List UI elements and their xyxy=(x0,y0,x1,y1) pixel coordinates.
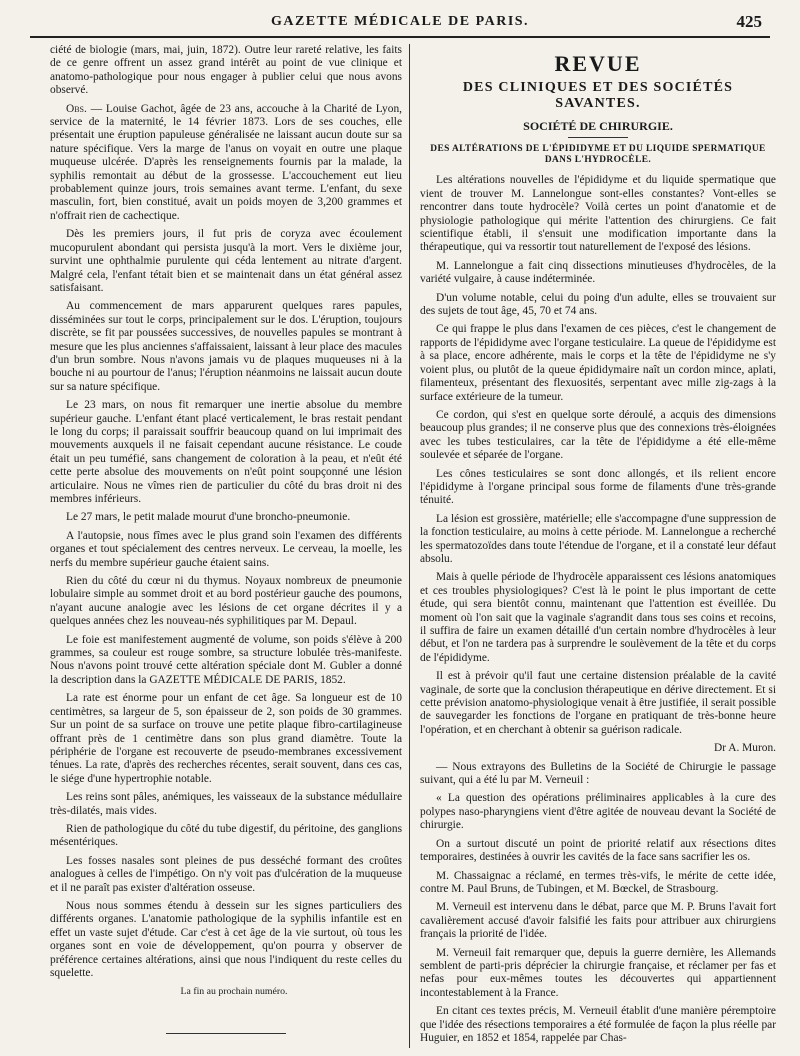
paragraph: « La question des opérations préliminaires applicables à la cure des polypes naso-pharyngiens vient d'être agitée de nouveau devant la Société de chirurgie. xyxy=(420,792,776,832)
article-title: DES ALTÉRATIONS DE L'ÉPIDIDYME ET DU LIQUIDE SPERMATIQUE DANS L'HYDROCÈLE. xyxy=(430,144,766,166)
paragraph: Rien du côté du cœur ni du thymus. Noyaux nombreux de pneumonie lobulaire simple au sommet droit et au bord postérieur gauche des poumons, n'ayant aucune analogie avec les lésions de cet organe décrites il y a quelques années chez les nouveau-nés syphilitiques par M. Depaul. xyxy=(50,575,402,628)
paragraph: M. Verneuil fait remarquer que, depuis la guerre dernière, les Allemands semblent de parti-pris déprécier la chirurgie française, et réclamer per fas et nefas pour eux-mêmes toutes les découvertes qui appartiennent incontestablement à la France. xyxy=(420,946,776,999)
paragraph: — Nous extrayons des Bulletins de la Société de Chirurgie le passage suivant, qui a été lu par M. Verneuil : xyxy=(420,760,776,787)
paragraph: Les cônes testiculaires se sont donc allongés, et ils relient encore l'épididyme à l'organe principal sous forme de filaments d'une très-grande ténuité. xyxy=(420,467,776,507)
paragraph: Il est à prévoir qu'il faut une certaine distension préalable de la cavité vaginale, de sorte que la conclusion thérapeutique en dérive directement. Et si cette prévision anatomo-physiologique venait à être justifiée, il serait possible de sauvegarder les fonctions de l'organe en pratiquant de très-bonne heure l'opération, et en cherchant à obtenir sa guérison radicale. xyxy=(420,670,776,736)
paragraph: Les fosses nasales sont pleines de pus desséché formant des croûtes analogues à celles de l'impétigo. On n'y voit pas d'ulcération de la muqueuse et il ne paraît pas exister d'altération osseuse. xyxy=(50,854,402,894)
paragraph: A l'autopsie, nous fîmes avec le plus grand soin l'examen des différents organes et tout spécialement des centres nerveux. Le cerveau, la moelle, les nerfs du membre supérieur gauche étaient sains. xyxy=(50,529,402,569)
paragraph: Nous nous sommes étendu à dessein sur les signes particuliers des différents organes. L'anatomie pathologique de la syphilis infantile est en effet un vaste sujet d'étude. Car c'est à cet âge de la vie surtout, où tous les organes sont en voie de développement, qu'on pourra y observer de préférence certaines altérations, ainsi que nous l'indiquent du reste celles du squelette. xyxy=(50,899,402,979)
paragraph: ciété de biologie (mars, mai, juin, 1872). Outre leur rareté relative, les faits de ce genre offrent un assez grand intérêt au point de vue clinique et anatomo-pathologique pour nous engager à publier celui que nous avons observé. xyxy=(50,44,402,97)
right-column xyxy=(420,44,776,1048)
column-divider xyxy=(409,44,410,1048)
revue-title: REVUE xyxy=(554,51,642,76)
paragraph: En citant ces textes précis, M. Verneuil établit d'une manière péremptoire que l'idée des résections temporaires a été formulée de façon la plus réelle par Huguier, en 1852 et 1854, rappelée par Chas- xyxy=(420,1005,776,1044)
page-number: 425 xyxy=(736,12,762,31)
page-header xyxy=(30,10,770,38)
paragraph: M. Verneuil est intervenu dans le débat, parce que M. P. Bruns l'avait fort cavalièrement accusé d'avoir falsifié les faits pour attribuer aux chirurgiens français la priorité de l'idée. xyxy=(420,901,776,941)
section-heading: SOCIÉTÉ DE CHIRURGIE. xyxy=(523,119,673,133)
paragraph: D'un volume notable, celui du poing d'un adulte, elles se trouvaient sur des sujets de tout âge, 45, 70 et 74 ans. xyxy=(420,291,776,318)
paragraph: Rien de pathologique du côté du tube digestif, du péritoine, des ganglions mésentériques. xyxy=(50,822,402,849)
paragraph: Ce qui frappe le plus dans l'examen de ces pièces, c'est le changement de rapports de l'épididyme avec l'organe testiculaire. La queue de l'épididyme est à sa place, encore adhérente, mais le corps et la tête de l'épididyme ne s'y voient plus, ou plutôt de la queue épididymaire naît un cordon mince, aplati, filamenteux, présentant des flexuosités, serpentant avec mille zig-zags à la surface extérieure de la tumeur. xyxy=(420,323,776,403)
paragraph: M. Chassaignac a réclamé, en termes très-vifs, le mérite de cette idée, contre M. Paul Bruns, de Tubingen, et M. Bœckel, de Strasbourg. xyxy=(420,869,776,895)
paragraph: Ce cordon, qui s'est en quelque sorte déroulé, a acquis des dimensions beaucoup plus grandes; il ne conserve plus que des connexions très-éloignées avec les tubes testiculaires, car la tête de l'épididyme a été elle-même soulevée et séparée de l'organe. xyxy=(420,408,776,462)
paragraph-text: — Louise Gachot, âgée de 23 ans, accouche à la Charité de Lyon, service de la maternité, le 14 février 1873. Lors de ses couches, elle présentait une éruption papuleuse généralisée ne laissant aucun doute sur sa nature spécifique. Vers la marge de l'anus on voyait en outre une plaque muqueuse ulcérée. D'après les renseignements fournis par la malade, la syphilis remontait au début de la grossesse. L'accouchement eut lieu probablement quinze jours, trois semaines avant terme. L'enfant, du sexe masculin, fort, bien constitué, avait un poids moyen de 3,200 grammes et n'offrait rien de cachectique. xyxy=(50,102,402,222)
paragraph: Dès les premiers jours, il fut pris de coryza avec écoulement mucopurulent abondant qui persista jusqu'à la mort. Vers le dixième jour, survint une ophthalmie purulente qui céda lentement au nitrate d'argent. Malgré cela, l'enfant tétait bien et se maintenait dans un état général assez satisfaisant. xyxy=(50,228,402,294)
paragraph: Les reins sont pâles, anémiques, les vaisseaux de la substance médullaire très-dilatés, mais vides. xyxy=(50,791,402,817)
revue-subtitle: DES CLINIQUES ET DES SOCIÉTÉS SAVANTES. xyxy=(462,80,734,111)
observation-paragraph xyxy=(50,103,402,224)
continued-note: La fin au prochain numéro. xyxy=(180,986,288,998)
paragraph: Au commencement de mars apparurent quelques rares papules, disséminées sur tout le corps, principalement sur le dos. L'éruption, toujours discrète, se fit par poussées successives, de nouvelles papules se montrant à mesure que les plus anciennes s'affaissaient, laissant à leur place des macules d'un brun sombre. Nous n'avons jamais vu de plaques muqueuses ni à la bouche ni au pourtour de l'anus; l'éruption néanmoins ne laissait aucun doute sur sa nature spécifique. xyxy=(50,300,402,393)
paragraph: Le 27 mars, le petit malade mourut d'une broncho-pneumonie. xyxy=(66,511,351,524)
paragraph: La lésion est grossière, matérielle; elle s'accompagne d'une suppression de la fonction testiculaire, au moins à cette période. M. Lannelongue a recherché les spermatozoïdes dans toute l'étendue de l'organe, et il a constaté leur défaut absolu. xyxy=(420,512,776,565)
paragraph: Les altérations nouvelles de l'épididyme et du liquide spermatique que vient de trouver M. Lannelongue sont-elles constantes? Vont-elles se rencontrer dans toute hydrocèle? Voilà certes un point d'anatomie et de physiologie pathologique qui mérite l'attention des chirurgiens. Ce fait scientifique établi, il s'ensuit une modification importante dans la thérapeutique, qui va ressortir tout naturellement de l'exposé des lésions. xyxy=(420,174,776,254)
paragraph: Mais à quelle période de l'hydrocèle apparaissent ces lésions anatomiques et ces troubles physiologiques? C'est là le point le plus important de cette étude, qui sera bientôt connu, maintenant que l'attention est éveillée. Du moment où l'on sait que la vaginale s'agrandit dans tous ses coins et recoins, il suffira de faire un examen détaillé d'un certain nombre d'hydrocèles à leur début, et l'on ne tardera pas à surprendre le soulèvement de la tête et du corps de l'épididyme. xyxy=(420,571,776,664)
paragraph: Le 23 mars, on nous fit remarquer une inertie absolue du membre supérieur gauche. L'enfant étant placé verticalement, le bras restait pendant le long du corps; il paraissait souffrir beaucoup quand on lui imprimait des mouvements auxquels il ne faisait cependant aucune résistance. Le coude était un peu tuméfié, sans changement de coloration à la peau, et n'eût été cette perte absolue des mouvements on n'eût point soupçonné une lésion articulaire. Nous ne vîmes rien de particulier du côté du bras droit ni des membres inférieurs. xyxy=(50,399,402,505)
paragraph: M. Lannelongue a fait cinq dissections minutieuses d'hydrocèles, de la variété vulgaire, à cause indéterminée. xyxy=(420,259,776,286)
paragraph: La rate est énorme pour un enfant de cet âge. Sa longueur est de 10 centimètres, sa largeur de 5, son épaisseur de 2, son poids de 30 grammes. Sur un point de sa surface on trouve une petite plaque fibro-cartilagineuse offrant près de 1 centimètre dans son plus grand diamètre. Toute la périphérie de l'organe est recouverte de pseudo-membranes excessivement ténues. La rate, d'après des recherches récentes, serait souvent, dans ces cas, le siége d'une hypertrophie notable. xyxy=(50,692,402,785)
left-column xyxy=(50,44,402,1048)
obs-label: Obs. xyxy=(66,102,87,115)
paragraph: Le foie est manifestement augmenté de volume, son poids s'élève à 200 grammes, sa couleur est rouge sombre, sa structure lobulée très-manifeste. Nous n'avons point trouvé cette altération spéciale dont M. Gubler a donné la description dans la GAZETTE MÉDICALE DE PARIS, 1852. xyxy=(50,633,402,686)
signature: Dr A. Muron. xyxy=(713,742,776,755)
section-rule xyxy=(568,137,628,138)
journal-title: GAZETTE MÉDICALE DE PARIS. xyxy=(270,14,530,29)
end-rule xyxy=(166,1033,286,1034)
paragraph: On a surtout discuté un point de priorité relatif aux résections dites temporaires, destinées à ouvrir les cavités de la face sans sacrifier les os. xyxy=(420,837,776,864)
